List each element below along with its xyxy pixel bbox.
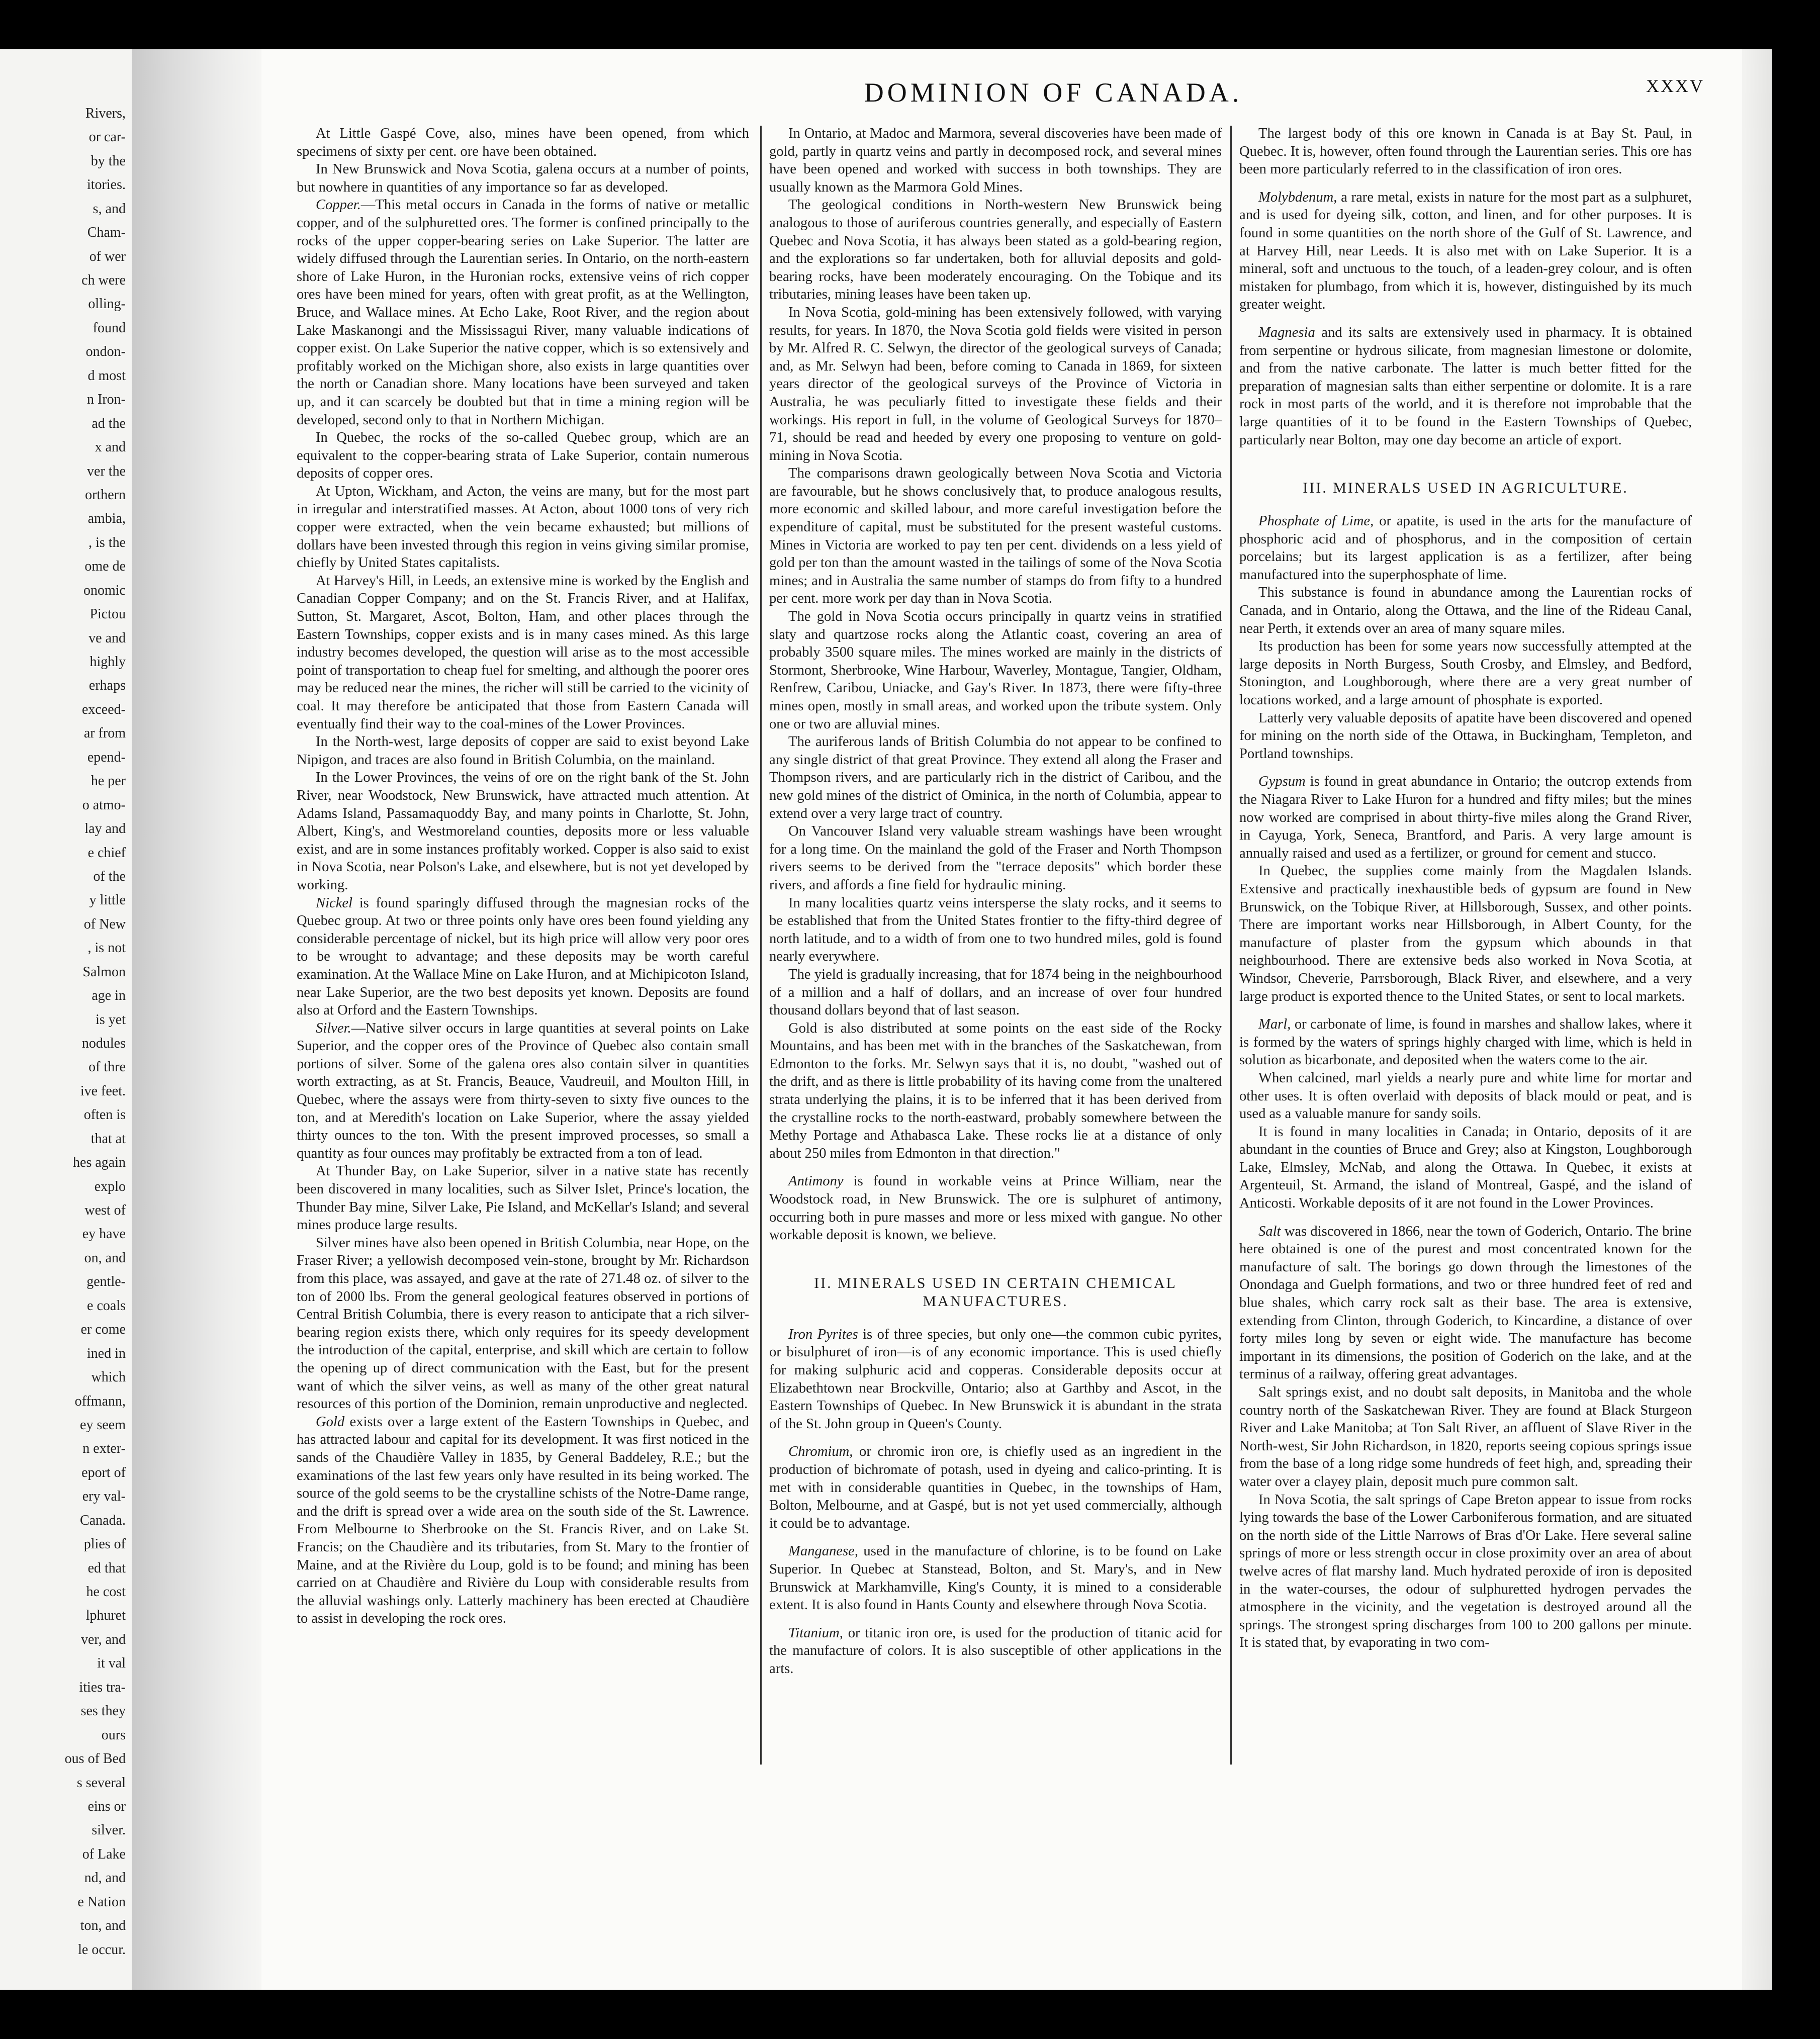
paragraph-text: a rare metal, exists in nature for the most part as a sulphuret, and is used for dyeing silk, cotton, and linen, and for other purposes. It is found in some quantities on the north shore of the Gulf of St. Lawrence, and at Harvey Hill, near Leeds. It is also met with on Lake Superior. It is a mineral, soft and unctuous to the touch, of a leaden-grey colour, and is often mistaken for plumbago, from which it is, however, distinguished by its much greater weight. [1239, 189, 1692, 313]
paragraph [769, 196, 1222, 304]
paragraph [297, 483, 749, 572]
facing-page-fragment: Canada. [80, 1512, 126, 1528]
facing-page-fragment: exceed- [81, 701, 126, 717]
paragraph [297, 125, 749, 160]
paragraph-text: Gold is also distributed at some points on the east side of the Rocky Mountains, and has been met with in the branches of the Saskatchewan, from Edmonton to the forks. Mr. Selwyn says that it is, no doubt, "washed out of the drift, and as there is little probability of its having come from the unaltered strata underlying the plains, it is to be inferred that it has been derived from the crystalline rocks to the north-eastward, probably somewhere between the Methy Portage and Athabasca Lake. These rocks lie at a distance of only about 250 miles from Edmonton in that direction." [769, 1020, 1222, 1161]
paragraph [297, 894, 749, 1020]
section-heading: II. MINERALS USED IN CERTAIN CHEMICAL MANUFACTURES. [814, 1274, 1177, 1310]
facing-page-fragment: is yet [96, 1011, 126, 1028]
paragraph-text: In the Lower Provinces, the veins of ore on the right bank of the St. John River, near Woodstock, New Brunswick, have attracted much attention. At Adams Island, Passamaquoddy Bay, and many points in Charlotte, St. John, Albert, King's, and Westmoreland counties, deposits more or less valuable exist, and are in some instances profitably worked. Copper is also said to exist in Nova Scotia, near Polson's Lake, and elsewhere, but is not yet developed by working. [297, 770, 749, 893]
paragraph-lead-term: Silver. [316, 1020, 351, 1036]
paragraph-text: In New Brunswick and Nova Scotia, galena occurs at a number of points, but nowhere in quantities of any importance so far as developed. [297, 161, 749, 195]
facing-page-fragment: ver, and [80, 1631, 126, 1647]
facing-page-fragment: lphuret [85, 1608, 126, 1624]
paragraph-text: —This metal occurs in Canada in the forms of native or metallic copper, and of the sulphuretted ores. The former is confined principally to the rocks of the upper copper-bearing series on Lake Superior. The latter are widely diffused through the Laurentian series. In Ontario, on the north-eastern shore of Lake Huron, in the Huronian rocks, extensive veins of rich copper ores have been mined for years, often with great profit, as at the Wellington, Bruce, and Wallace mines. At Echo Lake, Root River, and the region about Lake Maskanongi and the Mississagui River, many valuable indications of copper exist. On Lake Superior the native copper, which is so extensively and profitably worked on the Michigan shore, also exists in large quantities over the north or Canadian shore. Many locations have been surveyed and taken up, and it can scarcely be doubted but that in time a mining region will be developed, second only to that in Northern Michigan. [297, 197, 749, 428]
paragraph-lead-term: Phosphate of Lime, [1258, 513, 1374, 529]
book-gutter-shadow [132, 49, 261, 1990]
paragraph [1239, 637, 1692, 709]
facing-page-fragment: e coals [87, 1297, 126, 1314]
paragraph-text: In Ontario, at Madoc and Marmora, several discoveries have been made of gold, partly in quartz veins and partly in decomposed rock, and several mines have been opened and worked with success in both townships. They are usually known as the Marmora Gold Mines. [769, 126, 1222, 195]
facing-page-fragment: x and [95, 439, 126, 455]
paragraph-text: At Upton, Wickham, and Acton, the veins are many, but for the most part in irregular and interstratified masses. At Acton, about 1000 tons of very rich copper were extracted, when the vein became exhausted; but millions of dollars have been invested through this region in veins giving similar promise, chiefly by United States capitalists. [297, 483, 749, 571]
facing-page-fragment: eins or [87, 1798, 126, 1814]
facing-page-fragment: of Lake [82, 1846, 126, 1862]
text-column-2 [769, 125, 1222, 1914]
facing-page-fragment: epend- [87, 749, 126, 765]
text-column-1 [297, 125, 749, 1914]
facing-page-fragment: ambia, [87, 511, 126, 527]
paragraph [769, 608, 1222, 733]
paragraph [1239, 125, 1692, 178]
facing-page-fragment: ondon- [85, 344, 126, 360]
paragraph-lead-term: Copper. [316, 197, 361, 213]
facing-page-fragment: ous of Bed [64, 1751, 126, 1767]
document-page [261, 49, 1742, 1990]
facing-page-fragment: Rivers, [85, 106, 126, 121]
paragraph [769, 1624, 1222, 1678]
facing-page-edge [0, 49, 132, 1990]
paragraph-text: was discovered in 1866, near the town of Goderich, Ontario. The brine here obtained is one of the purest and most concentrated known for the manufacture of salt. The borings go down through the limestones of the Onondaga and Guelph formations, and two or three hundred feet of red and blue shales, which carry rock salt as their base. The area is extensive, extending from Clinton, through Goderich, to Kincardine, a distance of over forty miles long by seven or eight wide. The manufacture has become important in its dimensions, the position of Goderich on the lake, and at the terminus of a railway, offering great advantages. [1239, 1223, 1692, 1382]
facing-page-fragment: eport of [81, 1464, 126, 1480]
paragraph-text: is found in great abundance in Ontario; the outcrop extends from the Niagara River to Lake Huron for a hundred and fifty miles; but the mines now worked are comprised in about thirty-five miles along the Grand River, in Cayuga, York, Seneca, Brantford, and Paris. A very large amount is annually raised and used as a fertilizer, or ground for cement and stucco. [1239, 774, 1692, 861]
paragraph-lead-term: Chromium, [788, 1444, 853, 1460]
facing-page-fragment: d most [87, 367, 126, 384]
facing-page-fragment: he per [90, 773, 126, 789]
paragraph-text: In the North-west, large deposits of copper are said to exist beyond Lake Nipigon, and traces are also found in British Columbia, on the mainland. [297, 734, 749, 768]
facing-page-fragment: west of [84, 1202, 126, 1219]
facing-page-fragment: highly [89, 654, 126, 670]
paragraph-text: When calcined, marl yields a nearly pure and white lime for mortar and other uses. It is often overlaid with deposits of black mould or peat, and is used as a valuable manure for sandy soils. [1239, 1070, 1692, 1122]
paragraph-text: In Quebec, the supplies come mainly from the Magdalen Islands. Extensive and practically inexhaustible beds of gypsum are found in New Brunswick, on the Tobique River, at Hillsborough, Sussex, and other points. There are important works near Hillsborough, in Albert County, for the manufacture of plaster from the gypsum which abounds in that neighbourhood. There are extensive beds also worked in Nova Scotia, at Windsor, Cheverie, Parrsborough, Black River, and elsewhere, and a very large product is exported thence to the United States, or sent to local markets. [1239, 863, 1692, 1004]
paragraph-text: used in the manufacture of chlorine, is to be found on Lake Superior. In Quebec at Stanstead, Bolton, and St. Mary's, and in New Brunswick at Markhamville, King's County, it is mined to a considerable extent. It is also found in Hants County and elsewhere through Nova Scotia. [769, 1543, 1222, 1613]
facing-page-fragment: ses they [80, 1703, 126, 1719]
paragraph [1239, 1123, 1692, 1213]
paragraph [769, 304, 1222, 465]
paragraph-text: The yield is gradually increasing, that for 1874 being in the neighbourhood of a million and a half of dollars, and an increase of over four hundred thousand dollars beyond that of last season. [769, 966, 1222, 1018]
facing-page-fragment: e chief [87, 845, 126, 861]
paragraph [1239, 709, 1692, 763]
facing-page-fragment: ve and [88, 630, 126, 646]
paragraph-text: In Quebec, the rocks of the so-called Quebec group, which are an equivalent to the copper-bearing strata of Lake Superior, contain numerous deposits of copper ores. [297, 430, 749, 482]
facing-page-fragment: ities tra- [79, 1679, 126, 1695]
paragraph [1239, 1491, 1692, 1652]
facing-page-fragment: ton, and [80, 1918, 126, 1934]
facing-page-fragment: Pictou [89, 606, 126, 622]
paragraph-lead-term: Molybdenum, [1258, 189, 1337, 205]
facing-page-fragment: ined in [87, 1345, 126, 1361]
facing-page-fragment: nd, and [84, 1870, 126, 1886]
facing-page-fragment: on, and [84, 1250, 126, 1266]
paragraph [769, 465, 1222, 608]
paragraph-text: Latterly very valuable deposits of apatite have been discovered and opened for mining on the north side of the Ottawa, in Buckingham, Templeton, and Portland townships. [1239, 710, 1692, 762]
paragraph-lead-term: Gypsum [1258, 774, 1306, 790]
facing-page-fragment: which [91, 1369, 126, 1385]
facing-page-fragment: ad the [92, 415, 126, 431]
paragraph-text: is of three species, but only one—the common cubic pyrites, or bisulphuret of iron—is of any economic importance. This is used chiefly for making sulphuric acid and copperas. Considerable deposits occur at Elizabethtown near Brockville, Ontario; also at Garthby and Ascot, in the Eastern Townships of Quebec. In New Brunswick it is abundant in the strata of the St. John group in Queen's County. [769, 1326, 1222, 1432]
paragraph-text: On Vancouver Island very valuable stream washings have been wrought for a long time. On the mainland the gold of the Fraser and North Thompson rivers seems to be derived from the "terrace deposits" which border these rivers, and affords a fine field for hydraulic mining. [769, 823, 1222, 893]
paragraph-text: The largest body of this ore known in Canada is at Bay St. Paul, in Quebec. It is, however, often found through the Laurentian series. This ore has been more particularly referred to in the classification of iron ores. [1239, 126, 1692, 177]
paragraph-lead-term: Antimony [788, 1173, 844, 1189]
paragraph [1239, 512, 1692, 584]
facing-page-fragment: , is not [87, 940, 126, 956]
section-heading: III. MINERALS USED IN AGRICULTURE. [1303, 480, 1628, 497]
paragraph [297, 1413, 749, 1628]
paragraph [769, 733, 1222, 822]
paragraph [1239, 862, 1692, 1005]
paragraph-lead-term: Salt [1258, 1223, 1281, 1239]
text-column-3 [1239, 125, 1692, 1914]
facing-page-fragment: n exter- [82, 1441, 126, 1457]
paragraph-text: —Native silver occurs in large quantities at several points on Lake Superior, and the copper ores of the Province of Quebec also contain small portions of silver. Some of the galena ores also contain silver in quantities worth extracting, as at St. Francis, Beauce, Vaudreuil, and Moulton Hill, in Quebec, where the assays were from thirty-seven to sixty five ounces to the ton, and at Meredith's location on Lake Superior, where the assay yielded thirty ounces to the ton. With the present improved processes, so small a quantity as four ounces may profitably be extracted from a ton of lead. [297, 1020, 749, 1161]
paragraph-text: At Little Gaspé Cove, also, mines have been opened, from which specimens of sixty per cent. ore have been obtained. [297, 126, 749, 159]
facing-page-fragment: ery val- [82, 1489, 126, 1505]
facing-page-fragment: erhaps [88, 678, 126, 694]
facing-page-fragment: s several [76, 1775, 126, 1791]
column-rule [760, 126, 762, 1765]
facing-page-fragment: ours [101, 1727, 126, 1743]
facing-page-fragment: y little [89, 892, 126, 908]
paragraph [297, 1020, 749, 1163]
paragraph-lead-term: Manganese, [788, 1543, 858, 1559]
facing-page-fragment: ver the [87, 463, 126, 479]
facing-page-fragment: olling- [88, 296, 126, 312]
facing-page-fragment: that at [90, 1131, 126, 1147]
facing-page-fragment: Cham- [87, 225, 126, 241]
paragraph-text: At Thunder Bay, on Lake Superior, silver in a native state has recently been discovered in many localities, such as Silver Islet, Prince's location, the Thunder Bay mine, Silver Lake, Pie Island, and McKellar's Island; and several mines produce large results. [297, 1163, 749, 1233]
paragraph-text: or titanic iron ore, is used for the production of titanic acid for the manufacture of colors. It is also susceptible of other applications in the arts. [769, 1625, 1222, 1677]
paragraph [769, 1326, 1222, 1433]
facing-page-fragment: ive feet. [80, 1083, 126, 1099]
facing-page-fragment: e Nation [77, 1894, 126, 1910]
facing-page-fragment: Salmon [82, 964, 126, 980]
paragraph [297, 769, 749, 894]
paragraph [297, 1234, 749, 1413]
paragraph-text: The comparisons drawn geologically between Nova Scotia and Victoria are favourable, but he shows conclusively that, to produce analogous results, more economic and skilled labour, and more careful investigation before the expenditure of capital, must be substituted for the present wasteful customs. Mines in Victoria are worked to pay ten per cent. dividends on a less yield of gold per ton than the amount wasted in the tailings of some of the Nova Scotia mines; and in Australia the same number of stamps do from fifty to a hundred per cent. more work per day than in Nova Scotia. [769, 466, 1222, 607]
paragraph-text: At Harvey's Hill, in Leeds, an extensive mine is worked by the English and Canadian Copper Company; and on the St. Francis River, and at Halifax, Sutton, St. Margaret, Ascot, Bolton, Ham, and other places through the Eastern Townships, copper exists and is in many cases mined. As this large industry becomes developed, the question will arise as to the most accessible point of transportation to cheap fuel for smelting, and although the poorer ores may be reduced near the mines, the richer will still be carried to the vicinity of coal. It may therefore be anticipated that those from Eastern Canada will eventually find their way to the coal-mines of the Lower Provinces. [297, 573, 749, 732]
page-number: XXXV [1646, 76, 1704, 96]
facing-page-fragment: of New [83, 916, 126, 932]
facing-page-fragment: le occur. [78, 1941, 126, 1958]
paragraph-text: This substance is found in abundance among the Laurentian rocks of Canada, and in Ontario, along the Ottawa, and the line of the Rideau Canal, near Perth, it extends over an area of many square miles. [1239, 585, 1692, 636]
paragraph [1239, 1223, 1692, 1383]
facing-page-fragment: onomic [83, 582, 126, 598]
facing-page-fragment: he cost [86, 1584, 126, 1600]
paragraph [769, 1172, 1222, 1244]
paragraph-text: exists over a large extent of the Eastern Townships in Quebec, and has attracted labour and capital for its development. It was first noticed in the sands of the Chaudière Valley in 1835, by General Baddeley, R.E.; but the examinations of the last few years only have resulted in its being worked. The source of the gold seems to be the crystalline schists of the Notre-Dame range, and the drift is spread over a wide area on the south side of the St. Lawrence. From Melbourne to Sherbrooke on the St. Francis River, and on Lake St. Francis; on the Chaudière and its tributaries, from St. Mary to the frontier of Maine, and at the Rivière du Loup, gold is to be found; and mining has been carried on at Chaudière and Rivière du Loup with considerable results from the alluvial washings only. Latterly machinery has been erected at Chaudière to assist in developing the rock ores. [297, 1414, 749, 1627]
facing-page-fragment: nodules [81, 1036, 126, 1051]
facing-page-fragment: ch were [81, 272, 126, 289]
facing-page-fragment: or car- [88, 129, 126, 145]
paragraph-text: In many localities quartz veins intersperse the slaty rocks, and it seems to be established that from the United States frontier to the fifty-third degree of north latitude, and to a width of from one to two hundred miles, gold is found nearly everywhere. [769, 895, 1222, 965]
facing-page-fragment: plies of [83, 1536, 126, 1552]
paragraph [297, 429, 749, 483]
facing-page-fragment: explo [94, 1178, 126, 1194]
facing-page-fragment: n Iron- [87, 392, 126, 408]
facing-page-fragment: gentle- [86, 1274, 126, 1290]
paragraph-text: Salt springs exist, and no doubt salt deposits, in Manitoba and the whole country north of the Saskatchewan River. They are found at Black Sturgeon River and Lake Manitoba; at Ton Salt River, an affluent of Slave River in the North-west, Sir John Richardson, in 1820, reports seeing copious springs issue from the base of a long ridge some hundreds of feet high, and, spreading their water over a clayey plain, deposit much pure common salt. [1239, 1384, 1692, 1490]
paragraph [1239, 773, 1692, 862]
paragraph-lead-term: Iron Pyrites [788, 1326, 858, 1342]
paragraph-text: The gold in Nova Scotia occurs principally in quartz veins in stratified slaty and quartzose rocks along the Atlantic coast, covering an area of probably 3500 square miles. The mines worked are mainly in the districts of Stormont, Sherbrooke, Wine Harbour, Waverley, Montague, Tangier, Oldham, Renfrew, Caribou, Uniacke, and Gay's River. In 1873, there were fifty-three mines open, mostly in small areas, and worked upon the tribute system. Only one or two are alluvial mines. [769, 609, 1222, 732]
paragraph-text: Silver mines have also been opened in British Columbia, near Hope, on the Fraser River; a yellowish decomposed vein-stone, brought by Mr. Richardson from this place, was assayed, and gave at the rate of 271.48 oz. of silver to the ton of 2000 lbs. From the general geological features observed in portions of Central British Columbia, there is every reason to anticipate that a rich silver-bearing region exists there, which only requires for its speedy development the introduction of the capital, enterprise, and skill which are certain to follow the opening up of direct communication with the East, but for the present want of which the silver veins, as well as many of the other great natural resources of this portion of the Dominion, remain unproductive and neglected. [297, 1235, 749, 1412]
facing-page-fragment: of thre [88, 1059, 126, 1075]
paragraph-text: In Nova Scotia, the salt springs of Cape Breton appear to issue from rocks lying towards the base of the Lower Carboniferous formation, and are situated on the north side of the Little Narrows of Bras d'Or Lake. Here several saline springs of more or less strength occur in close proximity over an area of about twelve acres of flat marshy land. Much hydrated peroxide of iron is deposited in the water-courses, the odour of sulphuretted hydrogen pervades the atmosphere in the vicinity, and the vegetation is destroyed around all the springs. The strongest spring discharges from 100 to 200 gallons per minute. It is stated that, by evaporating in two com- [1239, 1492, 1692, 1651]
paragraph-text: It is found in many localities in Canada; in Ontario, deposits of it are abundant in the counties of Bruce and Grey; also at Kingston, Loughborough Lake, Elmsley, McNab, and along the Ottawa. In Quebec, it exists at Argenteuil, St. Armand, the island of Montreal, Gaspé, and the island of Anticosti. Workable deposits of it are not found in the Lower Provinces. [1239, 1124, 1692, 1212]
paragraph-lead-term: Nickel [316, 895, 353, 911]
facing-page-fragment: ed that [87, 1560, 126, 1576]
paragraph [769, 1020, 1222, 1163]
facing-page-fragment: age in [92, 988, 126, 1004]
facing-page-fragment: offmann, [74, 1393, 126, 1409]
paragraph [297, 1162, 749, 1234]
paragraph [1239, 1069, 1692, 1123]
facing-page-fragment: ey seem [80, 1417, 126, 1433]
paragraph [769, 966, 1222, 1020]
paragraph [297, 733, 749, 769]
facing-page-fragment: by the [90, 153, 126, 169]
facing-page-fragment: , is the [88, 534, 126, 550]
paragraph [1239, 324, 1692, 449]
paragraph [1239, 1383, 1692, 1491]
facing-page-fragment: s, and [93, 201, 126, 217]
paragraph-text: and its salts are extensively used in pharmacy. It is obtained from serpentine or hydrous silicate, from magnesian limestone or dolomite, and from the native carbonate. The latter is much better fitted for the preparation of magnesian salts than either serpentine or dolomite. It is a rare rock in most parts of the world, and it is therefore not improbable that the large quantities of it to be found in the Eastern Townships of Quebec, particularly near Bolton, may one day become an article of export. [1239, 324, 1692, 448]
paragraph [297, 196, 749, 429]
paragraph-text: is found in workable veins at Prince William, near the Woodstock road, in New Brunswick. The ore is sulphuret of antimony, occurring both in pure masses and more or less mixed with gangue. No other workable deposit is known, we believe. [769, 1173, 1222, 1243]
paragraph-text: is found sparingly diffused through the magnesian rocks of the Quebec group. At two or three points only have ores been found yielding any considerable percentage of nickel, but its high price will allow very poor ores to be wrought to advantage; and these deposits may be worth careful examination. At the Wallace Mine on Lake Huron, and at Michipicoton Island, near Lake Superior, are the two best deposits yet known. Deposits are found also at Orford and the Eastern Townships. [297, 895, 749, 1018]
paragraph-text: In Nova Scotia, gold-mining has been extensively followed, with varying results, for years. In 1870, the Nova Scotia gold fields were visited in person by Mr. Alfred R. C. Selwyn, the director of the geological surveys of Canada; and, as Mr. Selwyn had been, before coming to Canada in 1869, for sixteen years director of the geological surveys of the Province of Victoria in Australia, he was peculiarly fitted to investigate these fields and their workings. His report in full, in the volume of Geological Surveys for 1870–71, should be read and heeded by every one proposing to venture on gold-mining in Nova Scotia. [769, 304, 1222, 464]
paragraph-text: Its production has been for some years now successfully attempted at the large deposits in North Burgess, South Crosby, and Elmsley, and Bedford, Stonington, and Loughborough, where there are a very great number of locations worked, and a large amount of phosphate is exported. [1239, 638, 1692, 708]
facing-page-fragment: ey have [82, 1226, 126, 1242]
facing-page-fragment: lay and [84, 821, 126, 837]
paragraph [769, 125, 1222, 196]
facing-page-fragment: o atmo- [82, 797, 126, 813]
facing-page-fragment: it val [97, 1655, 126, 1672]
paragraph-text: or carbonate of lime, is found in marshes and shallow lakes, where it is formed by the waters of springs highly charged with lime, which is held in solution as bicarbonate, and deposited when the waters come to the air. [1239, 1016, 1692, 1068]
running-title: DOMINION OF CANADA. [864, 77, 1243, 108]
facing-page-fragment: often is [83, 1107, 126, 1123]
paragraph [769, 822, 1222, 894]
paragraph [1239, 584, 1692, 637]
paragraph [769, 1542, 1222, 1614]
page-edge [1742, 49, 1772, 1990]
paragraph [769, 894, 1222, 966]
facing-page-fragment: ome de [84, 559, 126, 575]
facing-page-fragment: ar from [83, 725, 126, 742]
paragraph-text: or apatite, is used in the arts for the manufacture of phosphoric acid and of phosphorus, and in the composition of certain porcelains; but its largest application is as a fertilizer, after being manufactured into the superphosphate of lime. [1239, 513, 1692, 583]
paragraph [769, 1443, 1222, 1532]
paragraph-text: or chromic iron ore, is chiefly used as an ingredient in the production of bichromate of potash, used in dyeing and calico-printing. It is met with in considerable quantities in Quebec, in the townships of Ham, Bolton, Melbourne, and at Gaspé, but is not yet used commercially, although it could be to advantage. [769, 1444, 1222, 1531]
column-rule [1230, 126, 1232, 1765]
paragraph [297, 572, 749, 733]
paragraph [1239, 1015, 1692, 1069]
paragraph [1239, 189, 1692, 314]
facing-page-fragment: orthern [85, 487, 126, 503]
facing-page-fragment: of the [93, 868, 126, 884]
facing-page-fragment: silver. [92, 1822, 126, 1838]
facing-page-fragment: of wer [89, 248, 126, 264]
paragraph-lead-term: Gold [316, 1414, 345, 1430]
paragraph-lead-term: Marl, [1258, 1016, 1291, 1033]
facing-page-fragment: er come [80, 1322, 126, 1338]
facing-page-fragment: found [93, 320, 126, 336]
paragraph-lead-term: Magnesia [1258, 324, 1315, 340]
paragraph-text: The auriferous lands of British Columbia do not appear to be confined to any single district of that great Province. They extend all along the Fraser and Thompson rivers, and are particularly rich in the district of Caribou, and the new gold mines of the district of Ominica, in the north of Columbia, appear to extend over a very large tract of country. [769, 734, 1222, 821]
paragraph-text: The geological conditions in North-western New Brunswick being analogous to those of auriferous countries generally, and especially of Eastern Quebec and Nova Scotia, it has always been stated as a gold-bearing region, and the explorations so far undertaken, both for alluvial deposits and gold-bearing rocks, have been moderately encouraging. On the Tobique and its tributaries, mining leases have been taken up. [769, 197, 1222, 303]
paragraph [297, 160, 749, 196]
facing-page-fragment: itories. [87, 177, 126, 193]
facing-page-fragment: hes again [73, 1155, 126, 1171]
paragraph-lead-term: Titanium, [788, 1625, 843, 1641]
